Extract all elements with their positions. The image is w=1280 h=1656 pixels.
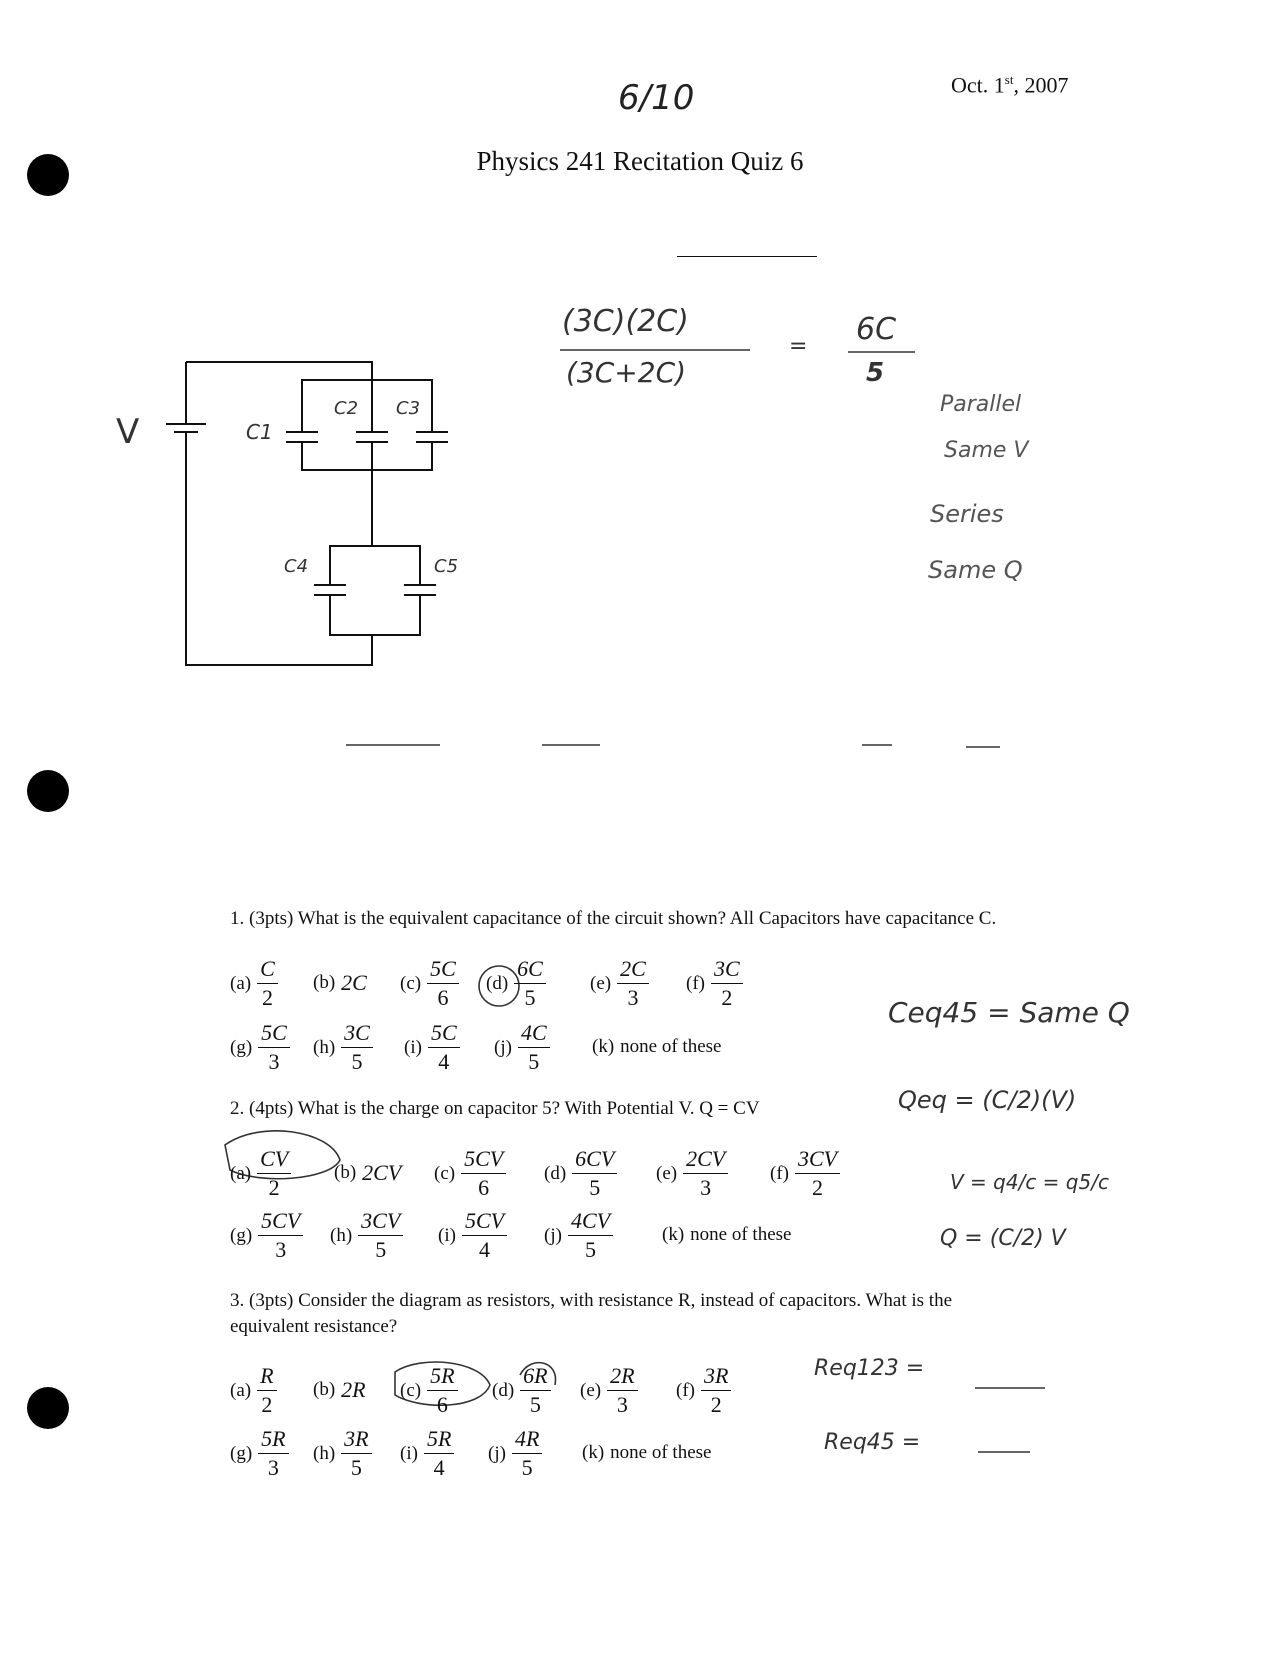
work-top-result-den: 5 [866, 358, 885, 388]
option-3j[interactable]: (j) $\frac{4R}{5}$ [488, 1428, 542, 1479]
option-1a[interactable]: (a) $\frac{C}{2}$ [230, 958, 278, 1009]
circuit-label-v: V [116, 412, 140, 452]
option-1j[interactable]: (j) $\frac{4C}{5}$ [494, 1022, 550, 1073]
option-1f[interactable]: (f) $\frac{3C}{2}$ [686, 958, 743, 1009]
option-2i[interactable]: (i) $\frac{5CV}{4}$ [438, 1210, 507, 1261]
option-1e[interactable]: (e) $\frac{2C}{3}$ [590, 958, 649, 1009]
option-1g[interactable]: (g) $\frac{5C}{3}$ [230, 1022, 290, 1073]
question-3-text: 3. (3pts) Consider the diagram as resistors, with resistance R, instead of capacitors. What is the [230, 1290, 952, 1311]
option-2a[interactable]: (a) $\frac{CV}{2}$ [230, 1148, 291, 1199]
question-1-text: 1. (3pts) What is the equivalent capacitance of the circuit shown? All Capacitors have capacitance C. [230, 908, 997, 929]
page-title: Physics 241 Recitation Quiz 6 [476, 146, 804, 176]
quiz-date: Oct. 1st, 2007 [951, 72, 1069, 98]
circuit-label-c1: C1 [246, 420, 273, 444]
option-3d[interactable]: (d) $\frac{6R}{5}$ [492, 1365, 551, 1416]
option-3c[interactable]: (c) $\frac{5R}{6}$ [400, 1365, 458, 1416]
work-top-equals: = [789, 334, 808, 359]
circuit-wire [186, 362, 372, 380]
circuit-label-c2: C2 [334, 398, 359, 419]
note-q3-req45: Req45 = [824, 1430, 921, 1455]
option-1i[interactable]: (i) $\frac{5C}{4}$ [404, 1022, 460, 1073]
note-series: Series [930, 500, 1004, 528]
note-same-q: Same Q [928, 556, 1023, 584]
option-3f[interactable]: (f) $\frac{3R}{2}$ [676, 1365, 731, 1416]
option-1c[interactable]: (c) $\frac{5C}{6}$ [400, 958, 459, 1009]
option-1d[interactable]: (d) $\frac{6C}{5}$ [486, 958, 546, 1009]
note-q2-charge: Qeq = (C/2)(V) [898, 1086, 1077, 1114]
option-2b[interactable]: (b) 2CV [334, 1160, 402, 1185]
option-3e[interactable]: (e) $\frac{2R}{3}$ [580, 1365, 638, 1416]
option-3b[interactable]: (b) 2R [313, 1377, 366, 1402]
work-top-denominator: (3C+2C) [566, 356, 687, 389]
option-2f[interactable]: (f) $\frac{3CV}{2}$ [770, 1148, 840, 1199]
work-top-numerator: (3C)(2C) [562, 304, 689, 339]
circuit-label-c5: C5 [434, 556, 459, 577]
option-3h[interactable]: (h) $\frac{3R}{5}$ [313, 1428, 372, 1479]
score-mark: 6/10 [618, 78, 695, 118]
note-q3-req123: Req123 = [814, 1356, 925, 1381]
note-q2-result: Q = (C/2) V [940, 1226, 1066, 1251]
circuit-label-c4: C4 [284, 556, 309, 577]
option-3i[interactable]: (i) $\frac{5R}{4}$ [400, 1428, 454, 1479]
option-3a[interactable]: (a) $\frac{R}{2}$ [230, 1365, 277, 1416]
note-q2-voltage: V = q4/c = q5/c [950, 1170, 1109, 1194]
question-2-text: 2. (4pts) What is the charge on capacitor 5? With Potential V. Q = CV [230, 1098, 760, 1119]
option-3g[interactable]: (g) $\frac{5R}{3}$ [230, 1428, 289, 1479]
option-1b[interactable]: (b) 2C [313, 970, 367, 995]
option-2h[interactable]: (h) $\frac{3CV}{5}$ [330, 1210, 403, 1261]
option-1h[interactable]: (h) $\frac{3C}{5}$ [313, 1022, 373, 1073]
option-2e[interactable]: (e) $\frac{2CV}{3}$ [656, 1148, 728, 1199]
option-2d[interactable]: (d) $\frac{6CV}{5}$ [544, 1148, 617, 1199]
note-same-v: Same V [944, 438, 1029, 463]
option-3k[interactable]: (k) none of these [582, 1442, 712, 1463]
note-q1: Ceq45 = Same Q [888, 996, 1130, 1029]
question-3-text-cont: equivalent resistance? [230, 1316, 398, 1337]
option-2k[interactable]: (k) none of these [662, 1224, 792, 1245]
option-2j[interactable]: (j) $\frac{4CV}{5}$ [544, 1210, 613, 1261]
option-2c[interactable]: (c) $\frac{5CV}{6}$ [434, 1148, 506, 1199]
work-top-result-num: 6C [856, 312, 897, 347]
option-1k[interactable]: (k) none of these [592, 1036, 722, 1057]
circuit-label-c3: C3 [396, 398, 421, 419]
option-2g[interactable]: (g) $\frac{5CV}{3}$ [230, 1210, 303, 1261]
note-parallel: Parallel [940, 392, 1022, 417]
